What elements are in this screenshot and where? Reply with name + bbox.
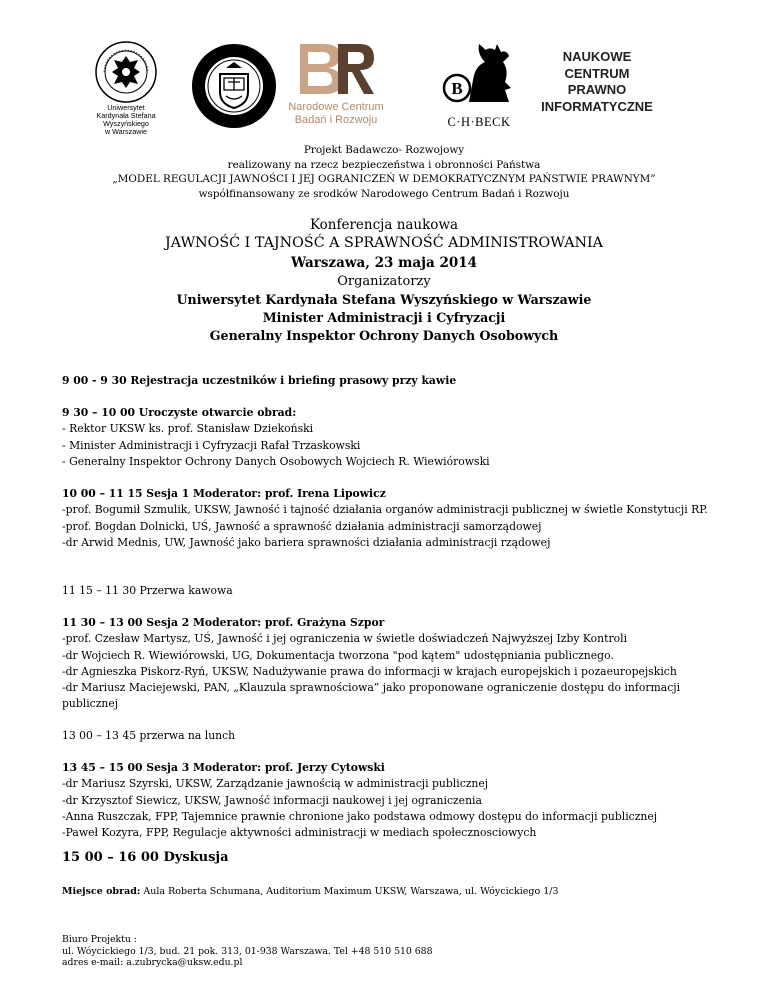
conference-title: JAWNOŚĆ I TAJNOŚĆ A SPRAWNOŚĆ ADMINISTROWANIA xyxy=(164,235,604,251)
session1-item: -dr Arwid Mednis, UW, Jawność jako bariera sprawności działania administracji rządowej xyxy=(62,535,551,549)
project-line-2: realizowany na rzecz bezpieczeństwa i obronności Państwa xyxy=(227,158,541,171)
ncpi-line-2: CENTRUM xyxy=(564,65,630,81)
agenda-registration xyxy=(62,373,722,389)
agenda-session-3 xyxy=(62,760,722,841)
agenda-session-2 xyxy=(62,615,722,713)
lunch-line: 13 00 – 13 45 przerwa na lunch xyxy=(62,729,236,742)
organizer-3: Generalny Inspektor Ochrony Danych Osobowych xyxy=(209,328,559,343)
project-line-1: Projekt Badawczo- Rozwojowy xyxy=(303,144,465,156)
ncpi-line-1: NAUKOWE xyxy=(562,49,632,64)
discussion-heading: 15 00 – 16 00 Dyskusja xyxy=(62,850,229,865)
logo-strip xyxy=(0,0,768,140)
opening-item: - Minister Administracji i Cyfryzacji Rafał Trzaskowski xyxy=(62,438,361,452)
organizers-label: Organizatorzy xyxy=(337,274,431,289)
footer-office: Biuro Projektu : xyxy=(62,934,137,945)
ncbr-caption-1: Narodowe Centrum xyxy=(288,101,384,113)
agenda-discussion xyxy=(62,850,722,866)
footer-email: adres e-mail: a.zubrycka@uksw.edu.pl xyxy=(62,957,243,968)
project-line-3: „MODEL REGULACJI JAWNOŚCI I JEJ OGRANICZEŃ W DEMOKRATYCZNYM PAŃSTWIE PRAWNYM” xyxy=(112,173,656,186)
uwr-seal-icon xyxy=(190,42,278,130)
agenda-break xyxy=(62,583,722,599)
session3-item: -dr Krzysztof Siewicz, UKSW, Jawność informacji naukowej i jej ograniczenia xyxy=(62,793,482,807)
session1-heading: 10 00 – 11 15 Sesja 1 Moderator: prof. Irena Lipowicz xyxy=(62,487,386,500)
uwr-logo xyxy=(190,42,278,132)
session2-item: -prof. Czesław Martysz, UŚ, Jawność i jej ograniczenia w świetle doświadczeń Najwyższej Izby Kontroli xyxy=(62,632,628,646)
ncpi-line-3: PRAWNO xyxy=(567,82,627,97)
uksw-caption-2: Kardynała Stefana Wyszyńskiego xyxy=(96,111,156,128)
session2-item: -dr Wojciech R. Wiewiórowski, UG, Dokumentacja tworzona "pod kątem" udostępniania publicznego. xyxy=(62,648,614,662)
registration-heading: 9 00 - 9 30 Rejestracja uczestników i briefing prasowy przy kawie xyxy=(62,374,457,387)
session1-item: -prof. Bogdan Dolnicki, UŚ, Jawność a sprawność działania administracji samorządowej xyxy=(62,519,542,533)
ncpi-logo xyxy=(535,49,659,115)
project-line-4: współfinansowany ze srodków Narodowego Centrum Badań i Rozwoju xyxy=(198,187,570,200)
agenda-session-1 xyxy=(62,486,722,551)
session2-item: -dr Mariusz Maciejewski, PAN, „Klauzula sprawnościowa” jako proponowane ograniczenie dostępu do informacji publicznej xyxy=(62,681,681,711)
venue-text: Aula Roberta Schumana, Auditorium Maximum UKSW, Warszawa, ul. Wóycickiego 1/3 xyxy=(140,886,559,897)
conference-header xyxy=(0,216,768,345)
footer-address: ul. Wóycickiego 1/3, bud. 21 pok. 313, 01-938 Warszawa. Tel +48 510 510 688 xyxy=(62,945,433,957)
venue-label: Miejsce obrad: xyxy=(62,886,141,897)
project-info xyxy=(0,143,768,201)
beck-logo xyxy=(438,40,520,130)
ncbr-br-icon xyxy=(294,40,378,96)
organizer-1: Uniwersytet Kardynała Stefana Wyszyńskiego w Warszawie xyxy=(176,292,592,307)
session3-item: -dr Mariusz Szyrski, UKSW, Zarządzanie jawnością w administracji publicznej xyxy=(62,777,489,791)
opening-heading: 9 30 – 10 00 Uroczyste otwarcie obrad: xyxy=(62,406,297,419)
svg-text:B: B xyxy=(451,79,463,98)
break-line: 11 15 – 11 30 Przerwa kawowa xyxy=(62,584,233,597)
session2-heading: 11 30 – 13 00 Sesja 2 Moderator: prof. Grażyna Szpor xyxy=(62,616,385,629)
footer xyxy=(62,934,433,969)
conference-type: Konferencja naukowa xyxy=(309,217,459,233)
organizer-2: Minister Administracji i Cyfryzacji xyxy=(262,310,506,325)
conference-date: Warszawa, 23 maja 2014 xyxy=(290,255,478,271)
uksw-logo xyxy=(78,40,174,136)
session3-heading: 13 45 – 15 00 Sesja 3 Moderator: prof. Jerzy Cytowski xyxy=(62,761,385,774)
beck-caption: C·H·BECK xyxy=(447,115,511,129)
session3-item: -Anna Ruszczak, FPP, Tajemnice prawnie chronione jako podstawa odmowy dostępu do informacji publicznej xyxy=(62,809,658,823)
uksw-caption-1: Uniwersytet xyxy=(107,103,145,112)
ncbr-caption-2: Badań i Rozwoju xyxy=(294,114,378,126)
agenda-lunch xyxy=(62,728,722,744)
opening-item: - Generalny Inspektor Ochrony Danych Osobowych Wojciech R. Wiewiórowski xyxy=(62,454,490,468)
uksw-caption-3: w Warszawie xyxy=(104,127,148,136)
ncpi-line-4: INFORMATYCZNE xyxy=(541,98,653,114)
venue-line xyxy=(62,884,722,900)
beck-griffin-icon xyxy=(439,40,519,110)
session2-item: -dr Agnieszka Piskorz-Ryń, UKSW, Nadużywanie prawa do informacji w krajach europejskich i pozaeuropejskich xyxy=(62,664,677,678)
ncbr-logo xyxy=(286,40,386,128)
session3-item: -Paweł Kozyra, FPP, Regulacje aktywności administracji w mediach społecznosciowych xyxy=(62,826,537,840)
uksw-seal-icon xyxy=(94,40,158,104)
agenda-opening xyxy=(62,405,722,470)
opening-item: - Rektor UKSW ks. prof. Stanisław Dziekoński xyxy=(62,422,314,436)
session1-item: -prof. Bogumił Szmulik, UKSW, Jawność i tajność działania organów administracji publicznej w świetle Konstytucji RP. xyxy=(62,503,708,517)
